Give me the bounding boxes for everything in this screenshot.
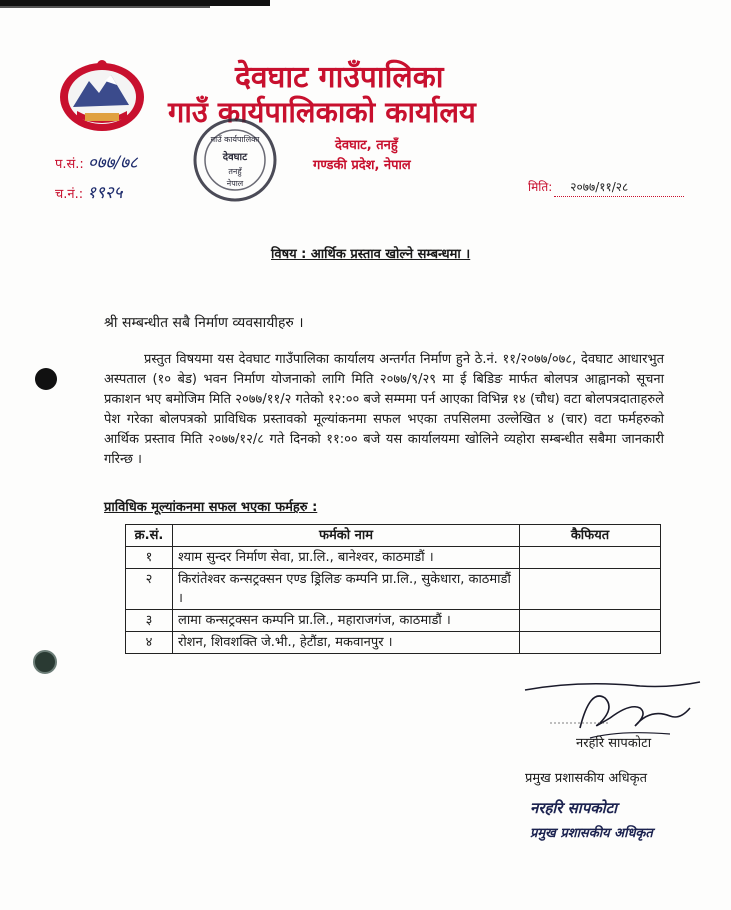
table-row <box>126 632 661 654</box>
ref-cn <box>55 180 123 203</box>
date-label: मिति: <box>528 180 553 194</box>
stamp-line-2: देवघाट <box>222 152 248 163</box>
signature-stamp-name: नरहरि सापकोटा <box>530 799 618 817</box>
signatory-title: प्रमुख प्रशासकीय अधिकृत <box>525 771 648 786</box>
ref-ps-label: प.सं.: <box>55 157 84 172</box>
table-row <box>126 569 661 610</box>
ref-cn-value: १९२५ <box>87 183 123 203</box>
row-sn: ३ <box>126 610 173 632</box>
row-remarks <box>520 632 661 654</box>
address-line-2: गण्डकी प्रदेश, नेपाल <box>313 158 411 173</box>
table-title: प्राविधिक मूल्यांकनमा सफल भएका फर्महरु : <box>104 500 318 515</box>
office-name: गाउँ कार्यपालिकाको कार्यालय <box>168 95 476 129</box>
header-remarks: कैफियत <box>520 525 661 547</box>
letter-subject: विषय : आर्थिक प्रस्ताव खोल्ने सम्बन्धमा । <box>271 247 471 262</box>
header-sn: क्र.सं. <box>126 525 173 547</box>
address-line-1: देवघाट, तनहुँ <box>335 138 398 153</box>
nepal-emblem-icon <box>55 55 150 135</box>
signature-stamp-title: प्रमुख प्रशासकीय अधिकृत <box>530 826 653 841</box>
table-header-row <box>126 525 661 547</box>
ref-ps-value: ०७७/७८ <box>87 153 138 173</box>
ref-ps <box>55 150 138 173</box>
row-remarks <box>520 610 661 632</box>
row-sn: २ <box>126 569 173 610</box>
row-firm-name: लामा कन्सट्रक्सन कम्पनि प्रा.लि., महाराजगंज, काठमाडौं । <box>173 610 520 632</box>
letter-salutation: श्री सम्बन्धीत सबै निर्माण व्यवसायीहरु । <box>104 315 304 331</box>
org-name: देवघाट गाउँपालिका <box>235 60 444 95</box>
row-firm-name: किरांतेश्वर कन्सट्रक्सन एण्ड ड्रिलिङ कम्पनि प्रा.लि., सुकेधारा, काठमाडौं । <box>173 569 520 610</box>
row-firm-name: श्याम सुन्दर निर्माण सेवा, प्रा.लि., बानेश्वर, काठमाडौं । <box>173 547 520 569</box>
table-row <box>126 610 661 632</box>
header-firm-name: फर्मको नाम <box>173 525 520 547</box>
stamp-line-4: नेपाल <box>226 179 244 188</box>
row-sn: १ <box>126 547 173 569</box>
date-dotted-line <box>554 196 684 197</box>
row-firm-name: रोशन, शिवशक्ति जे.भी., हेटौंडा, मकवानपुर । <box>173 632 520 654</box>
signatory-name: नरहरि सापकोटा <box>576 736 652 751</box>
stamp-line-3: तनहुँ <box>228 167 242 176</box>
row-sn: ४ <box>126 632 173 654</box>
row-remarks <box>520 547 661 569</box>
ref-cn-label: च.नं.: <box>55 187 84 202</box>
punch-hole-mark-lower <box>33 650 57 674</box>
scan-edge-mark-thin <box>0 6 210 8</box>
firms-table <box>125 524 661 654</box>
table-row <box>126 547 661 569</box>
letter-body: प्रस्तुत विषयमा यस देवघाट गाउँपालिका कार्यालय अन्तर्गत निर्माण हुने ठे.नं. ११/२०७७/०७८, देवघाट आधारभुत अस्पताल (१० बेड) भवन निर्माण योजनाको लागि मिति २०७७/९/२९ मा ई बिडिङ मार्फत बोलपत्र आह्वानको सूचना प्रकाशन भए बमोजिम मिति २०७७/११/२ गतेको १२:०० बजे सम्ममा पर्न आएका विभिन्न १४ (चौध) वटा बोलपत्रदाताहरुले पेश गरेका बोलपत्रको प्राविधिक प्रस्तावको मूल्यांकनमा सफल भएका तपसिलमा उल्लेखित ४ (चार) वटा फर्महरुको आर्थिक प्रस्ताव मिति २०७७/१२/८ गते दिनको ११:०० बजे यस कार्यालयमा खोलिने व्यहोरा सम्बन्धीत सबैमा जानकारी गरिन्छ । <box>104 352 664 467</box>
punch-hole-mark <box>35 368 57 390</box>
stamp-line-1: गाउँ कार्यपालिका <box>210 135 260 144</box>
letter-date <box>528 178 628 195</box>
office-stamp <box>183 112 288 212</box>
date-value: २०७७/११/२८ <box>570 180 629 194</box>
row-remarks <box>520 569 661 610</box>
